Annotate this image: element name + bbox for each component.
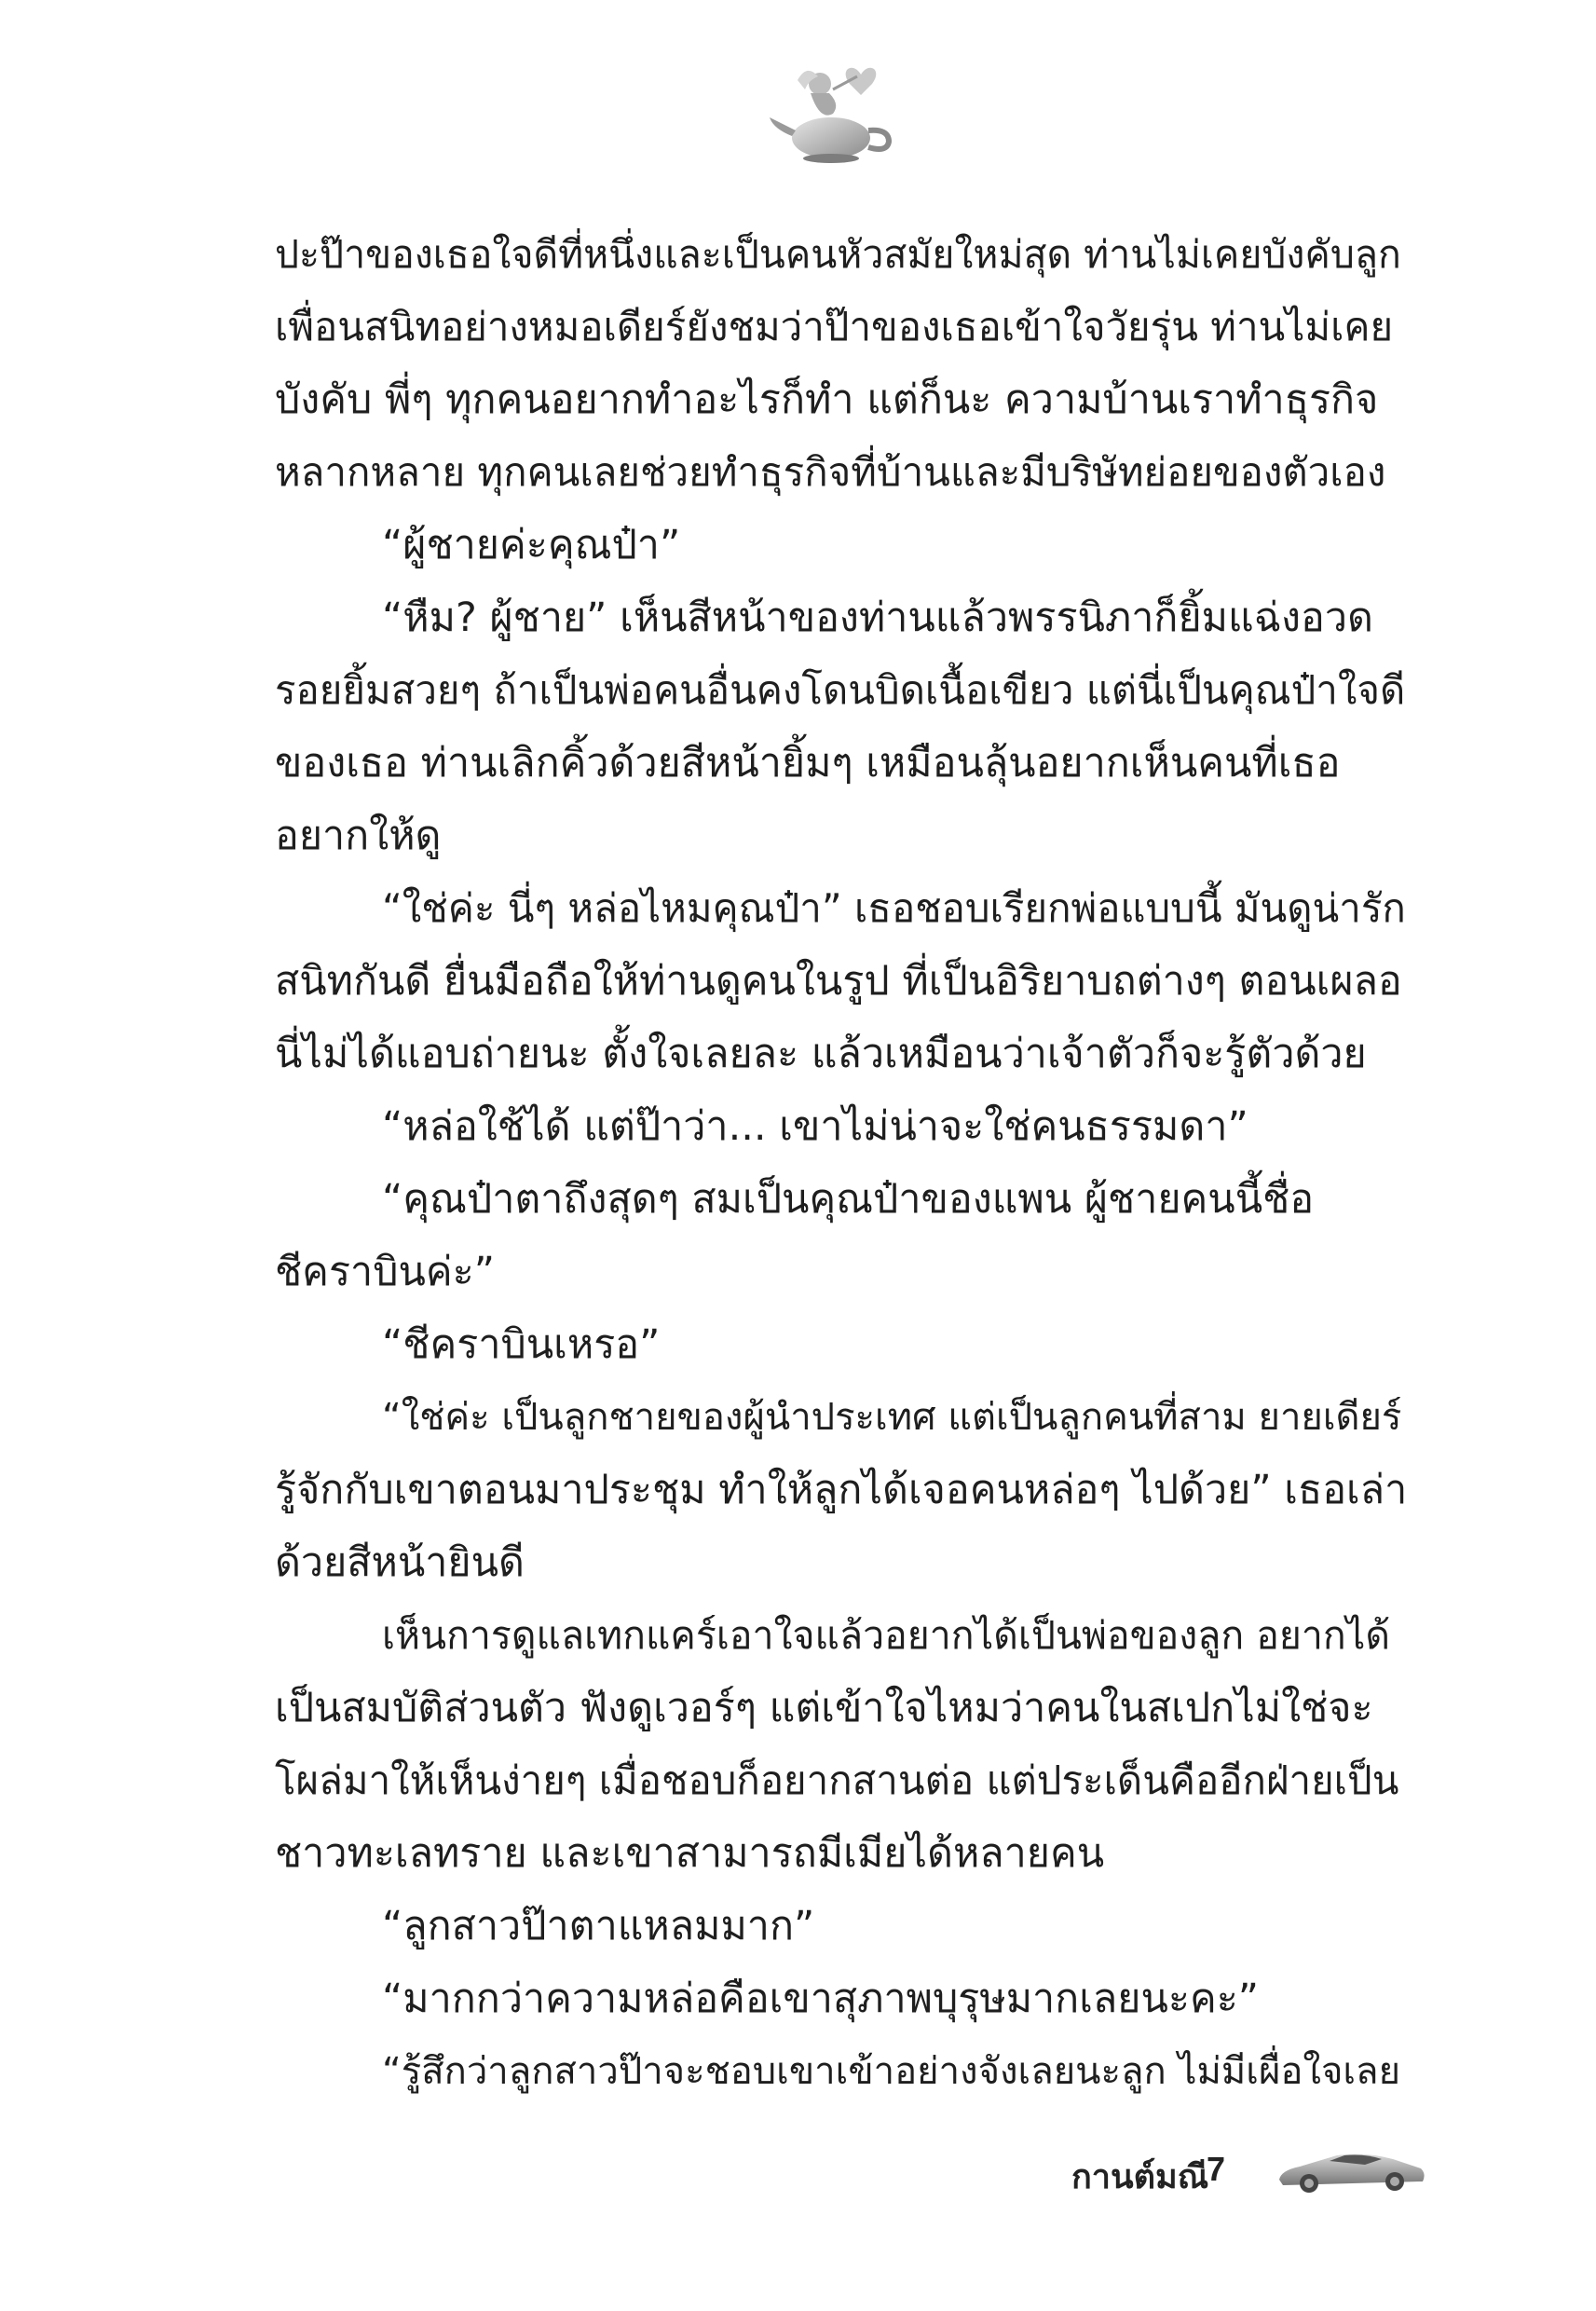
text-line: เป็นสมบัติส่วนตัว ฟังดูเวอร์ๆ แต่เข้าใจไหมว่าคนในสเปกไม่ใช่จะ [275, 1685, 1373, 1731]
text-line: ปะป๊าของเธอใจดีที่หนึ่งและเป็นคนหัวสมัยใหม่สุด ท่านไม่เคยบังคับลูก [275, 232, 1401, 277]
text-line: เห็นการดูแลเทกแคร์เอาใจแล้วอยากได้เป็นพ่อของลูก อยากได้ [382, 1613, 1390, 1658]
teapot-cherub-emblem-icon [764, 56, 904, 168]
text-line: “คุณป๋าตาถึงสุดๆ สมเป็นคุณป๋าของแพน ผู้ชายคนนี้ชื่อ [382, 1176, 1315, 1223]
text-line: “ลูกสาวป๊าตาแหลมมาก” [382, 1903, 815, 1949]
body-text [275, 218, 1407, 2108]
text-line: บังคับ พี่ๆ ทุกคนอยากทำอะไรก็ทำ แต่ก็นะ ความบ้านเราทำธุรกิจ [275, 376, 1379, 423]
text-line: “รู้สึกว่าลูกสาวป๊าจะชอบเขาเข้าอย่างจังเลยนะลูก ไม่มีเผื่อใจเลย [382, 2050, 1401, 2093]
sports-car-icon [1272, 2142, 1430, 2198]
text-line: “มากกว่าความหล่อคือเขาสุภาพบุรุษมากเลยนะคะ” [382, 1976, 1260, 2022]
text-line: “ใช่ค่ะ นี่ๆ หล่อไหมคุณป๋า” เธอชอบเรียกพ่อแบบนี้ มันดูน่ารัก [382, 885, 1406, 931]
text-line: ด้วยสีหน้ายินดี [275, 1539, 525, 1586]
text-line: เพื่อนสนิทอย่างหมอเดียร์ยังชมว่าป๊าของเธอเข้าใจวัยรุ่น ท่านไม่เคย [275, 304, 1394, 349]
text-line: รู้จักกับเขาตอนมาประชุม ทำให้ลูกได้เจอคนหล่อๆ ไปด้วย” เธอเล่า [275, 1467, 1407, 1513]
text-line: รอยยิ้มสวยๆ ถ้าเป็นพ่อคนอื่นคงโดนบิดเนื้อเขียว แต่นี่เป็นคุณป๋าใจดี [275, 667, 1406, 713]
text-line: “ใช่ค่ะ เป็นลูกชายของผู้นำประเทศ แต่เป็นลูกคนที่สาม ยายเดียร์ [382, 1396, 1402, 1439]
book-title: กานต์มณี [1071, 2158, 1209, 2196]
page-footer [1071, 2139, 1444, 2204]
text-line: “หืม? ผู้ชาย” เห็นสีหน้าของท่านแล้วพรรนิภาก็ยิ้มแฉ่งอวด [382, 595, 1373, 641]
text-line: สนิทกันดี ยื่นมือถือให้ท่านดูคนในรูป ที่เป็นอิริยาบถต่างๆ ตอนเผลอ [275, 958, 1402, 1005]
text-line: “ชีคราบินเหรอ” [382, 1321, 661, 1368]
text-line: โผล่มาให้เห็นง่ายๆ เมื่อชอบก็อยากสานต่อ แต่ประเด็นคืออีกฝ่ายเป็น [275, 1757, 1399, 1803]
text-line: ชีคราบินค่ะ” [275, 1249, 496, 1295]
text-line: “ผู้ชายค่ะคุณป๋า” [382, 522, 681, 568]
text-line: หลากหลาย ทุกคนเลยช่วยทำธุรกิจที่บ้านและมีบริษัทย่อยของตัวเอง [275, 449, 1386, 495]
text-line: “หล่อใช้ได้ แต่ป๊าว่า... เขาไม่น่าจะใช่คนธรรมดา” [382, 1103, 1248, 1150]
text-line: ชาวทะเลทราย และเขาสามารถมีเมียได้หลายคน [275, 1830, 1105, 1877]
text-line: นี่ไม่ได้แอบถ่ายนะ ตั้งใจเลยละ แล้วเหมือนว่าเจ้าตัวก็จะรู้ตัวด้วย [275, 1031, 1367, 1077]
text-line: ของเธอ ท่านเลิกคิ้วด้วยสีหน้ายิ้มๆ เหมือนลุ้นอยากเห็นคนที่เธอ [275, 740, 1341, 786]
page-number: 7 [1207, 2150, 1226, 2188]
text-line: อยากให้ดู [275, 813, 442, 859]
